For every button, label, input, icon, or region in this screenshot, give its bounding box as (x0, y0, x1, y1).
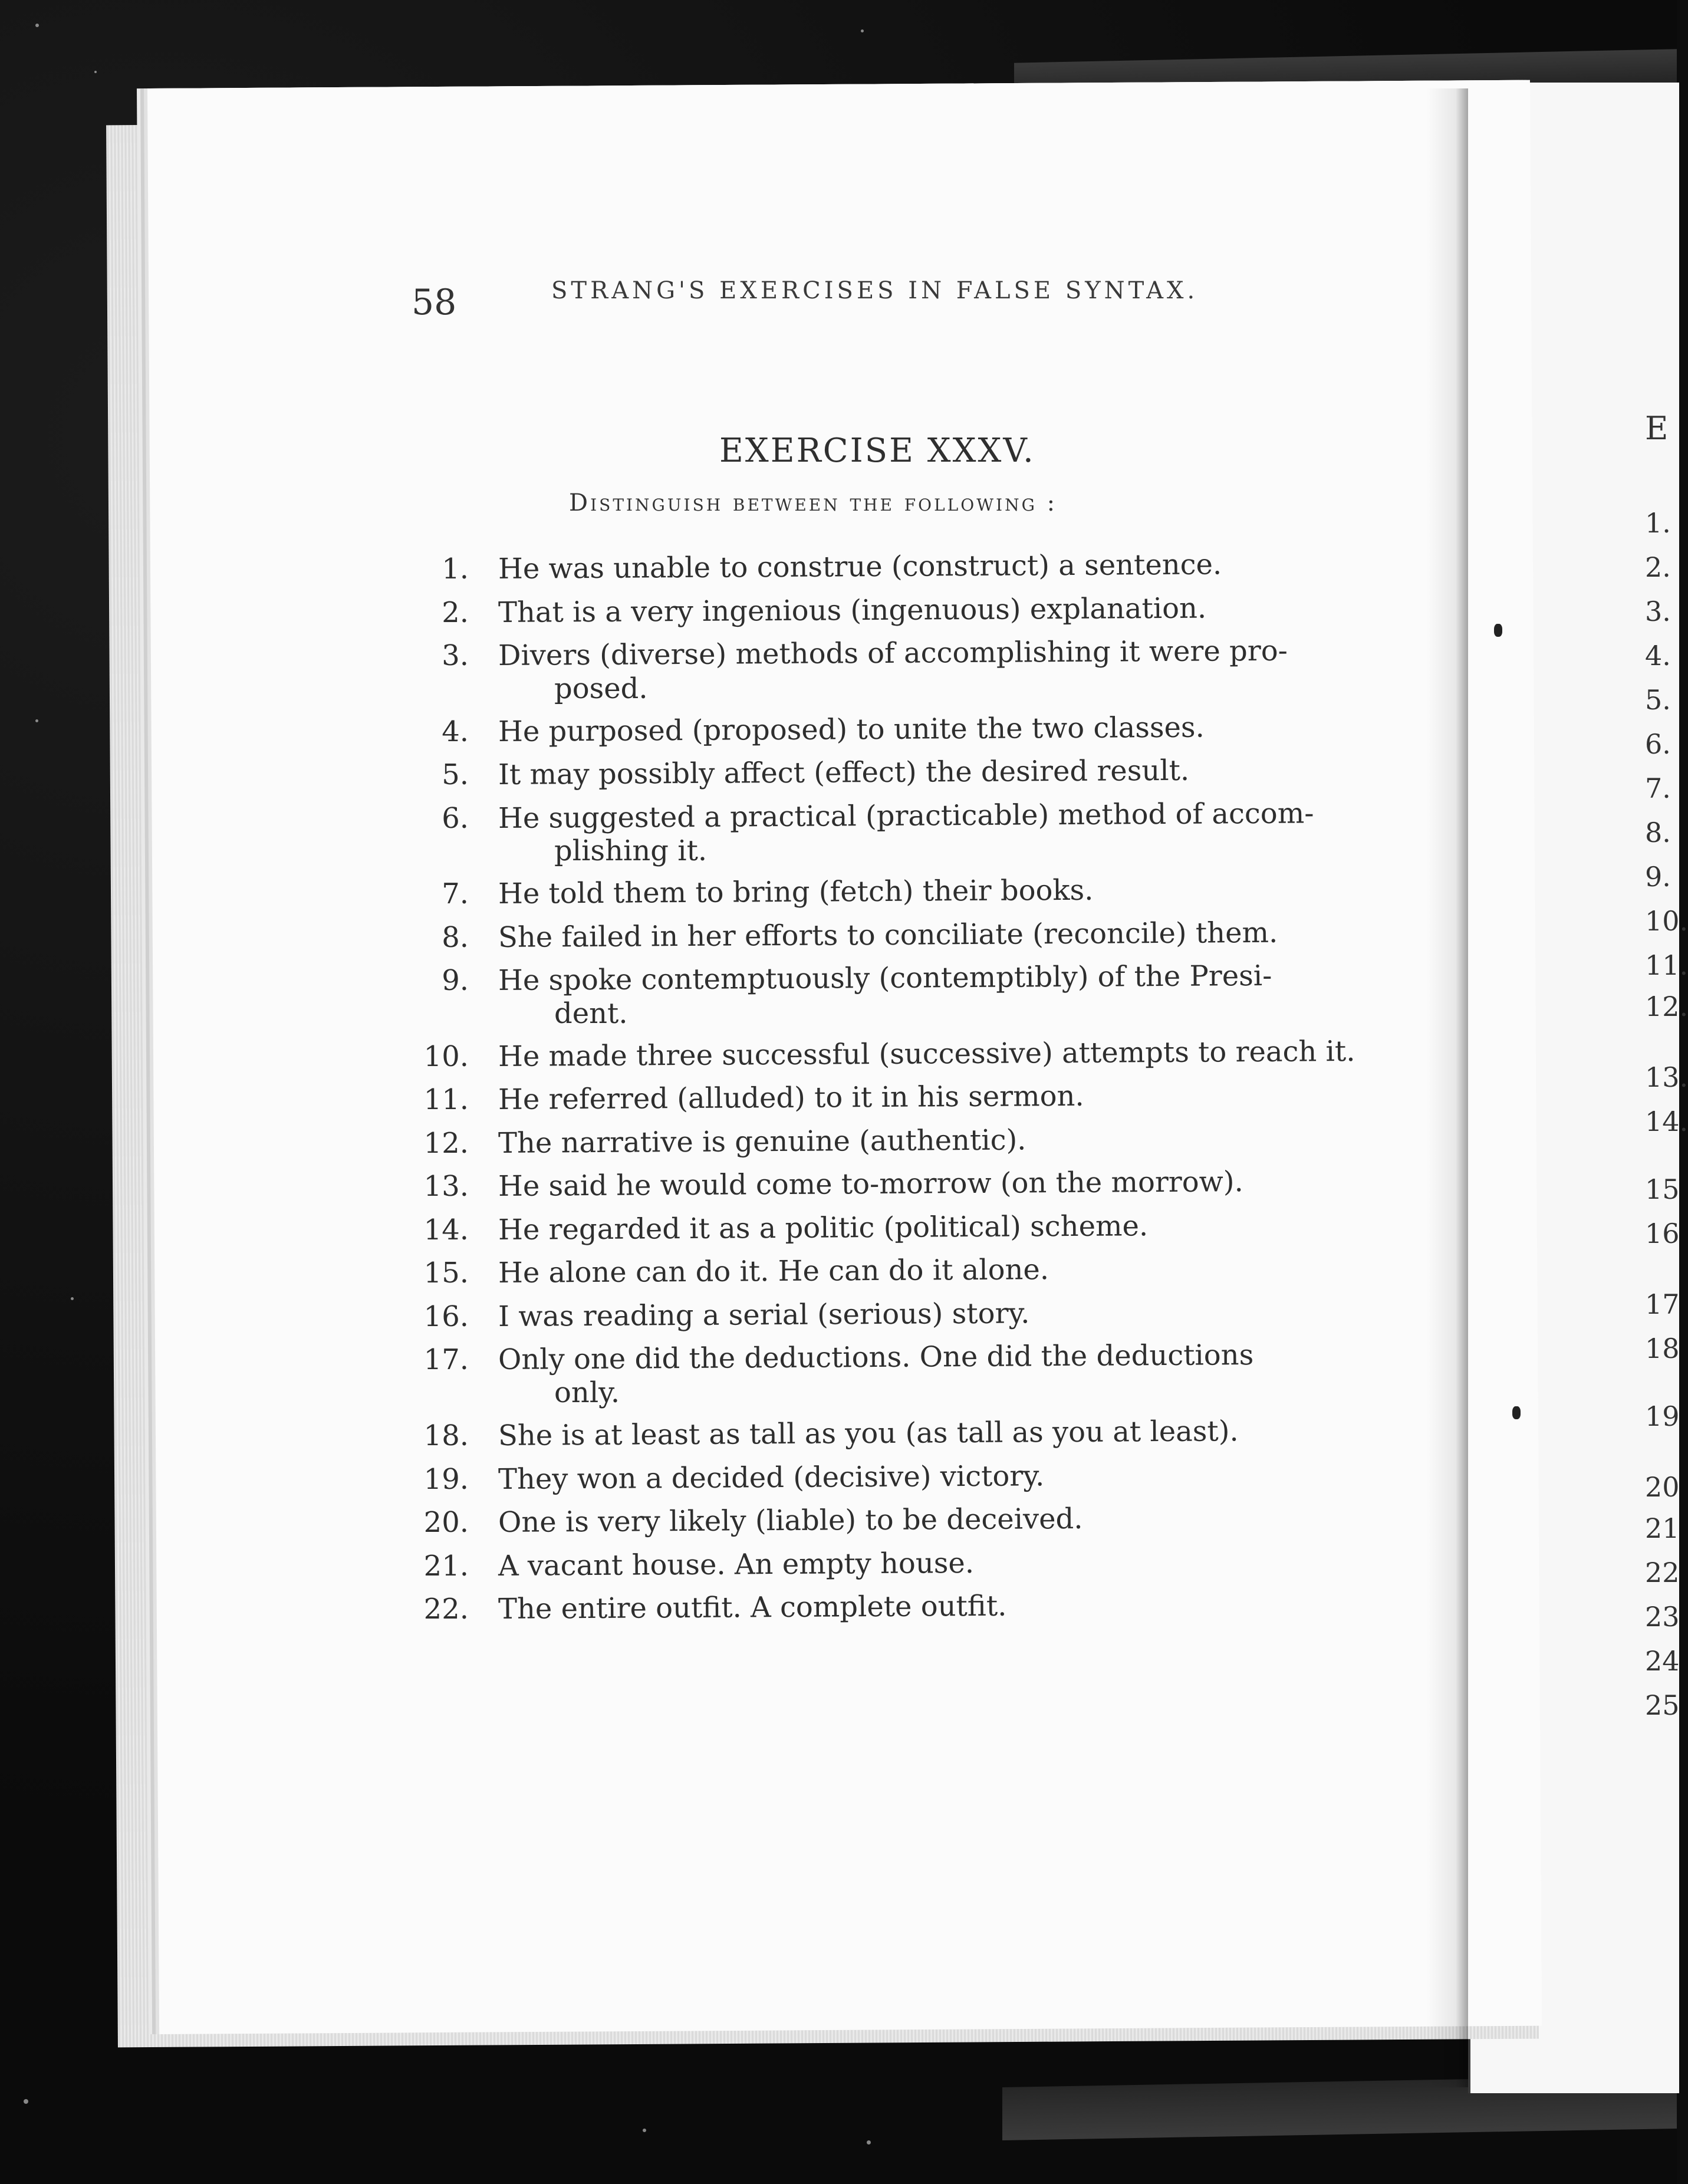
item-text: She failed in her efforts to conciliate (reconcile) them. (498, 916, 1278, 954)
item-number: 5. (442, 758, 469, 792)
right-page-item-number: 17 (1645, 1288, 1680, 1320)
item-text: The narrative is genuine (authentic). (498, 1123, 1026, 1160)
item-number: 10. (423, 1040, 469, 1073)
dust-speck (643, 2129, 646, 2132)
item-text: He was unable to construe (construct) a sentence. (498, 548, 1222, 586)
right-page-item-number: 3. (1645, 596, 1671, 627)
right-page-item-number: 25 (1645, 1689, 1680, 1721)
right-page-item-number: 16 (1645, 1218, 1680, 1249)
item-number: 11. (423, 1083, 469, 1117)
item-text: The entire outfit. A complete outfit. (498, 1589, 1007, 1626)
binding-mark (1494, 624, 1502, 637)
right-page-item-number: 11. (1645, 949, 1688, 981)
item-text: He alone can do it. He can do it alone. (498, 1253, 1049, 1290)
item-number: 4. (442, 715, 469, 748)
item-number: 2. (442, 596, 469, 629)
item-number: 20. (423, 1506, 469, 1539)
dust-speck (35, 24, 39, 27)
right-page-item-number: 12. (1645, 991, 1688, 1022)
item-number: 1. (442, 552, 469, 586)
dust-speck (24, 2099, 28, 2104)
right-page-item-number: 10. (1645, 905, 1688, 937)
item-number: 8. (442, 920, 469, 954)
right-page-item-number: 23 (1645, 1601, 1680, 1633)
item-text: One is very likely (liable) to be deceived. (498, 1502, 1083, 1539)
right-page-item-number: 20 (1645, 1471, 1680, 1503)
item-text: He spoke contemptuously (contemptibly) of the Presi- (498, 959, 1272, 998)
right-page-item-number: 6. (1645, 728, 1671, 760)
item-text: He purposed (proposed) to unite the two classes. (498, 711, 1205, 748)
item-number: 16. (423, 1300, 469, 1333)
item-text: She is at least as tall as you (as tall as you at least). (498, 1415, 1239, 1452)
right-page-item-number: 5. (1645, 684, 1671, 716)
right-page-item-number: 22 (1645, 1557, 1680, 1588)
item-number: 15. (423, 1257, 469, 1290)
item-number: 18. (423, 1419, 469, 1452)
exercise-title: EXERCISE XXXV. (719, 432, 1035, 470)
right-page-item-number: 24 (1645, 1645, 1680, 1677)
item-number: 17. (423, 1343, 469, 1377)
right-page-item-number: 8. (1645, 817, 1671, 848)
right-page-item-number: 13. (1645, 1061, 1688, 1093)
item-number: 6. (442, 801, 469, 835)
right-page-item-number: 15 (1645, 1173, 1680, 1205)
item-text: He referred (alluded) to it in his sermon. (498, 1080, 1084, 1117)
gutter-shadow (1427, 88, 1468, 2087)
item-text-continuation: posed. (554, 672, 648, 705)
item-text-continuation: plishing it. (554, 834, 708, 868)
dust-speck (71, 1297, 74, 1300)
item-number: 13. (423, 1170, 469, 1203)
item-text: He said he would come to-morrow (on the morrow). (498, 1165, 1243, 1203)
exercise-instruction: Distinguish between the following : (569, 489, 1058, 517)
right-page-item-number: 21 (1645, 1512, 1680, 1544)
item-text: I was reading a serial (serious) story. (498, 1297, 1030, 1333)
binding-mark (1512, 1406, 1521, 1419)
dust-speck (861, 29, 864, 32)
dust-speck (94, 71, 97, 73)
right-page-item-number: 18 (1645, 1333, 1680, 1364)
item-number: 9. (442, 964, 469, 998)
item-text: He told them to bring (fetch) their books. (498, 873, 1094, 911)
right-page-item-number: 9. (1645, 861, 1671, 893)
dust-speck (867, 2140, 871, 2144)
right-page-item-number: 4. (1645, 640, 1671, 672)
item-text: That is a very ingenious (ingenuous) explanation. (498, 591, 1207, 629)
page-number: 58 (412, 282, 457, 323)
item-text: He suggested a practical (practicable) method of accom- (498, 797, 1314, 835)
item-text: A vacant house. An empty house. (498, 1546, 975, 1583)
item-text: He made three successful (successive) attempts to reach it. (498, 1034, 1355, 1073)
item-number: 22. (423, 1593, 469, 1626)
right-page-item-number: 14. (1645, 1106, 1688, 1137)
right-page-item-number: 7. (1645, 772, 1671, 804)
item-text: Only one did the deductions. One did the deductions (498, 1338, 1254, 1377)
dust-speck (35, 719, 38, 722)
item-number: 14. (423, 1213, 469, 1246)
item-number: 3. (442, 639, 469, 672)
item-number: 12. (423, 1126, 469, 1160)
item-number: 21. (423, 1549, 469, 1583)
right-page-item-number: 19 (1645, 1400, 1680, 1432)
item-text-continuation: only. (554, 1376, 620, 1409)
item-text: Divers (diverse) methods of accomplishing it were pro- (498, 634, 1288, 672)
item-text: He regarded it as a politic (political) scheme. (498, 1209, 1149, 1246)
item-text-continuation: dent. (554, 996, 628, 1030)
right-page-heading-fragment: E (1645, 410, 1669, 447)
right-page-item-number: 1. (1645, 507, 1671, 539)
item-text: They won a decided (decisive) victory. (498, 1459, 1045, 1496)
item-number: 19. (423, 1462, 469, 1496)
right-page-item-number: 2. (1645, 551, 1671, 583)
running-title: STRANG'S EXERCISES IN FALSE SYNTAX. (551, 277, 1199, 304)
item-number: 7. (442, 877, 469, 911)
item-text: It may possibly affect (effect) the desired result. (498, 754, 1190, 792)
